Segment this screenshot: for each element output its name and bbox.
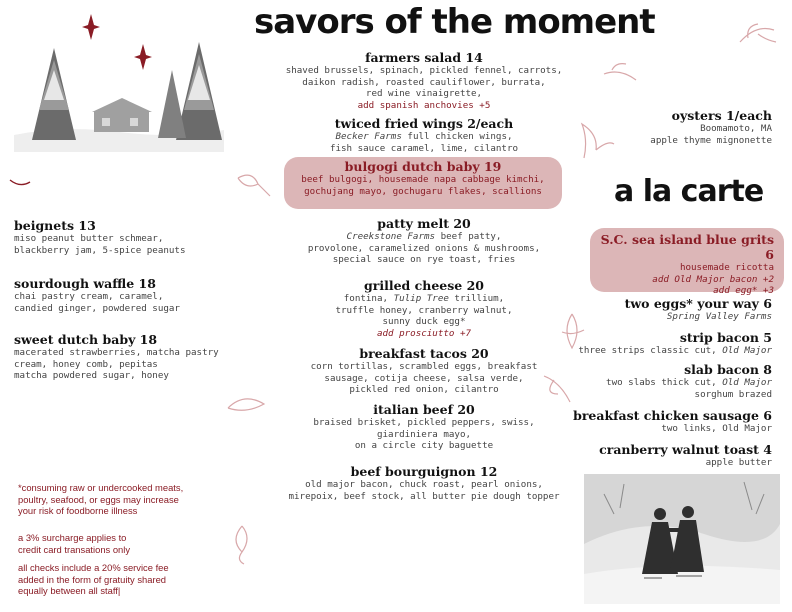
beignets-item (14, 218, 254, 256)
notice-line: equally between all staff| (18, 585, 121, 596)
dish-desc: Boomamoto, MA (700, 123, 772, 134)
dish-name: two eggs* your way 6 (624, 296, 772, 311)
waffle-item (14, 276, 254, 314)
farm-name: Old Major (722, 345, 772, 356)
winter-trees-image (14, 40, 224, 152)
dish-desc: matcha powdered sugar, honey (14, 370, 169, 382)
dish-addon: add egg* +3 (713, 285, 774, 297)
sweet-dutch-baby-item (14, 332, 254, 382)
dish-name: cranberry walnut toast 4 (599, 442, 772, 457)
dish-desc (262, 231, 586, 243)
squiggle-icon (8, 176, 32, 190)
dish-desc: provolone, caramelized onions & mushrooms, (307, 242, 541, 254)
dish-desc-rest: full chicken wings, (401, 131, 513, 142)
service-fee-notice (18, 562, 238, 597)
dish-name: strip bacon 5 (679, 330, 772, 345)
dish-addon: add Old Major bacon +2 (652, 273, 774, 285)
farm-name: Becker Farms (335, 131, 402, 142)
dish-desc: pickled red onion, cilantro (349, 384, 499, 396)
dish-name: slab bacon 8 (684, 362, 772, 377)
star-icon (134, 44, 152, 70)
bourguignon-item (262, 464, 586, 502)
notice-line: *consuming raw or undercooked meats, (18, 482, 184, 493)
dish-desc: daikon radish, roasted cauliflower, burrata, (302, 76, 546, 88)
dish-desc: apple thyme mignonette (650, 134, 772, 146)
dish-desc: sorghum brazed (694, 388, 772, 400)
dish-desc: red wine vinaigrette, (365, 88, 483, 100)
notice-line: your risk of foodborne illness (18, 505, 138, 516)
surcharge-notice (18, 532, 238, 555)
dish-name: patty melt 20 (377, 216, 471, 231)
dish-addon: add spanish anchovies +5 (357, 99, 491, 111)
oysters-item (560, 108, 772, 146)
dish-desc: gochujang mayo, gochugaru flakes, scallions (304, 185, 542, 197)
notice-line: credit card transations only (18, 543, 131, 555)
dish-desc: special sauce on rye toast, fries (332, 254, 516, 266)
dish-desc-pre: two slabs thick cut, (606, 377, 723, 388)
dish-desc (560, 377, 772, 389)
notice-line: all checks include a 20% service fee (18, 562, 169, 573)
dish-name: S.C. sea island blue grits 6 (600, 232, 774, 262)
dish-desc: sunny duck egg* (382, 316, 466, 328)
dish-name: farmers salad 14 (365, 50, 483, 65)
dish-desc-rest: trillium, (448, 293, 505, 304)
dish-desc: fish sauce caramel, lime, cilantro (329, 142, 519, 154)
dish-name: bulgogi dutch baby 19 (344, 159, 502, 174)
grilled-cheese-item (262, 278, 586, 339)
dish-desc (560, 345, 772, 357)
dish-name: italian beef 20 (373, 402, 475, 417)
dish-desc: miso peanut butter schmear, (14, 233, 164, 244)
dish-desc (262, 293, 586, 305)
dish-desc-pre: three strips classic cut, (578, 345, 723, 356)
grits-item (590, 228, 784, 297)
leaf-icon (738, 20, 778, 50)
star-icon (82, 14, 100, 40)
breakfast-tacos-item (262, 346, 586, 396)
dish-addon: add prosciutto +7 (376, 327, 472, 339)
dish-desc-rest: beef patty, (435, 231, 502, 242)
dish-desc (262, 131, 586, 143)
skaters-image (584, 474, 780, 604)
walnut-toast-item (560, 442, 772, 469)
dish-desc: mirepoix, beef stock, all butter pie dough topper (288, 490, 560, 502)
dish-desc: giardiniera mayo, (376, 428, 472, 440)
dish-desc: on a circle city baguette (354, 440, 494, 452)
dish-desc: corn tortillas, scrambled eggs, breakfast (310, 361, 538, 372)
farmers-salad-item (262, 50, 586, 111)
dish-desc-pre: fontina, (343, 293, 394, 304)
strip-bacon-item (560, 330, 772, 357)
notice-line: added in the form of gratuity shared (18, 573, 167, 585)
slab-bacon-item (560, 362, 772, 400)
dish-desc: sausage, cotija cheese, salsa verde, (324, 372, 524, 384)
dish-name: sourdough waffle 18 (14, 276, 156, 291)
dish-desc: braised brisket, pickled peppers, swiss, (313, 417, 535, 428)
farm-name: Tulip Tree (393, 293, 449, 304)
dish-name: breakfast tacos 20 (359, 346, 489, 361)
dish-desc: apple butter (705, 457, 772, 468)
leaf-icon (236, 168, 272, 198)
patty-melt-item (262, 216, 586, 266)
notice-line: poultry, seafood, or eggs may increase (18, 493, 179, 505)
leaf-icon (226, 390, 266, 416)
dish-name: breakfast chicken sausage 6 (573, 408, 772, 423)
two-eggs-item (560, 296, 772, 323)
dish-desc: two links, Old Major (661, 423, 772, 434)
italian-beef-item (262, 402, 586, 452)
dish-desc: cream, honey comb, pepitas (14, 358, 158, 370)
wings-item (262, 116, 586, 154)
dish-name: sweet dutch baby 18 (14, 332, 158, 347)
dish-name: grilled cheese 20 (364, 278, 484, 293)
dish-desc: chai pastry cream, caramel, (14, 291, 164, 302)
dish-desc: candied ginger, powdered sugar (14, 302, 180, 314)
dish-desc: beef bulgogi, housemade napa cabbage kimchi, (301, 174, 545, 185)
farm-name: Old Major (722, 377, 772, 388)
leaf-icon (600, 60, 640, 90)
dish-desc: Spring Valley Farms (666, 311, 772, 322)
main-title: savors of the moment (254, 2, 655, 42)
notice-line: a 3% surcharge applies to (18, 532, 127, 543)
dish-desc: macerated strawberries, matcha pastry (14, 347, 219, 358)
dish-name: beef bourguignon 12 (350, 464, 498, 479)
chicken-sausage-item (560, 408, 772, 435)
bulgogi-item (284, 157, 562, 209)
dish-desc: blackberry jam, 5-spice peanuts (14, 244, 186, 256)
dish-name: twiced fried wings 2/each (334, 116, 514, 131)
raw-food-notice (18, 482, 238, 517)
dish-name: oysters 1/each (671, 108, 772, 123)
farm-name: Creekstone Farms (346, 231, 436, 242)
dish-name: beignets 13 (14, 218, 96, 233)
dish-desc: housemade ricotta (679, 262, 774, 273)
dish-desc: shaved brussels, spinach, pickled fennel, carrots, (285, 65, 563, 76)
dish-desc: truffle honey, cranberry walnut, (335, 304, 513, 316)
carte-title: a la carte (614, 174, 764, 209)
dish-desc: old major bacon, chuck roast, pearl onions, (305, 479, 543, 490)
